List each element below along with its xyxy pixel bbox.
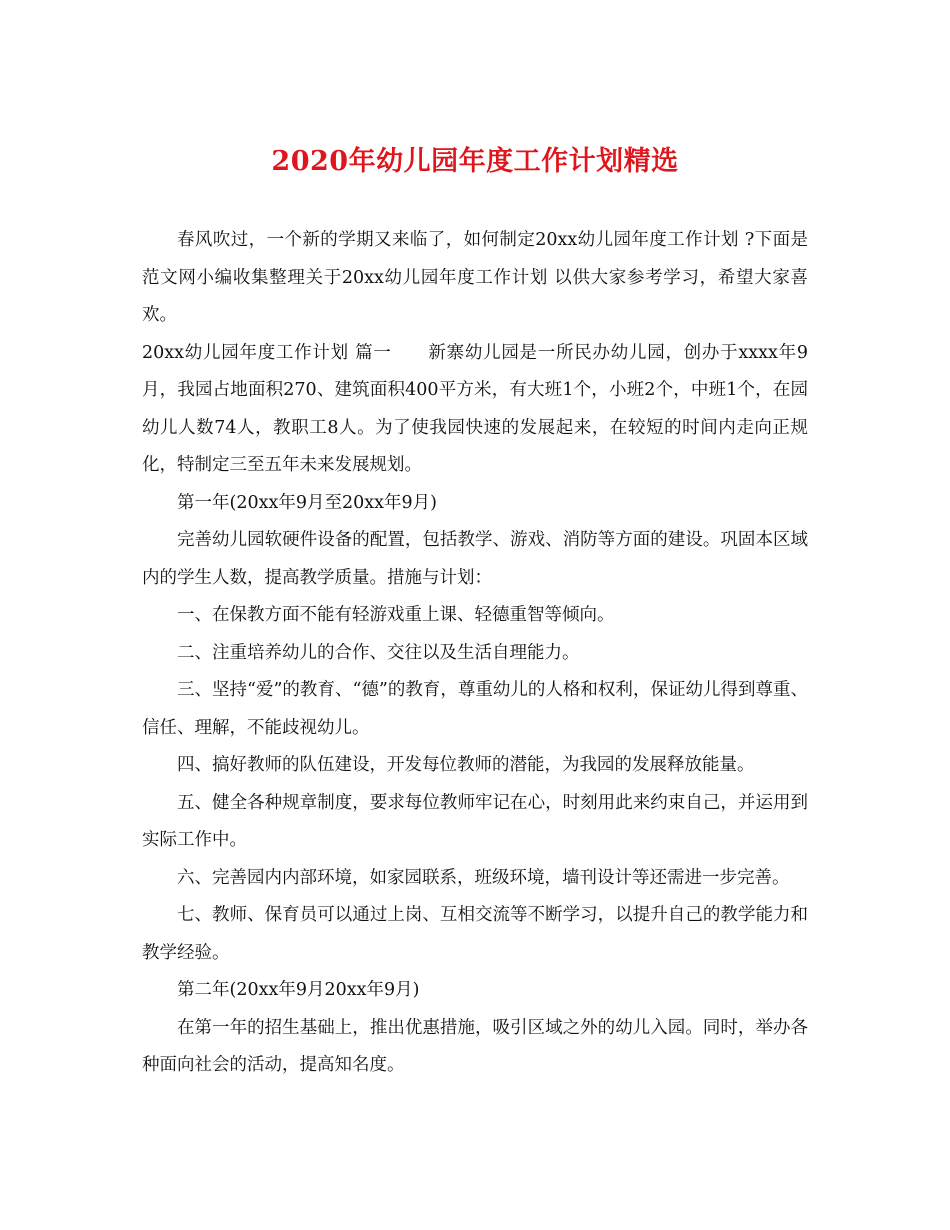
plan-item-6: 六、完善园内内部环境，如家园联系，班级环境，墙刊设计等还需进一步完善。	[177, 867, 790, 888]
plan-item-1: 一、在保教方面不能有轻游戏重上课、轻德重智等倾向。	[177, 605, 615, 625]
section1-heading: 20xx幼儿园年度工作计划 篇一	[142, 342, 392, 363]
section1-paragraph	[142, 335, 808, 485]
plan-item-3: 三、坚持“爱”的教育、“德”的教育，尊重幼儿的人格和权利，保证幼儿得到尊重、信任、理解，不能歧视幼儿。	[142, 680, 808, 738]
year2-text: 在第一年的招生基础上，推出优惠措施，吸引区域之外的幼儿入园。同时，举办各种面向社会的活动，提高知名度。	[142, 1017, 808, 1075]
year1-heading: 第一年(20xx年9月至20xx年9月)	[177, 492, 437, 513]
section1-text: 新寨幼儿园是一所民办幼儿园，创办于xxxx年9月，我园占地面积270、建筑面积400平方米，有大班1个，小班2个，中班1个，在园幼儿人数74人，教职工8人。为了使我园快速的发展起来，在较短的时间内走向正规化，特制定三至五年未来发展规划。	[142, 342, 808, 475]
plan-item-7: 七、教师、保育员可以通过上岗、互相交流等不断学习，以提升自己的教学能力和教学经验。	[142, 905, 808, 963]
document-title: 2020年幼儿园年度工作计划精选	[271, 146, 679, 177]
plan-item-2: 二、注重培养幼儿的合作、交往以及生活自理能力。	[177, 642, 580, 663]
year1-text: 完善幼儿园软硬件设备的配置，包括教学、游戏、消防等方面的建设。巩固本区域内的学生人数，提高教学质量。措施与计划：	[142, 530, 808, 588]
intro-paragraph: 春风吹过，一个新的学期又来临了，如何制定20xx幼儿园年度工作计划 ?下面是范文网小编收集整理关于20xx幼儿园年度工作计划 以供大家参考学习，希望大家喜欢。	[142, 230, 808, 325]
plan-item-5: 五、健全各种规章制度，要求每位教师牢记在心，时刻用此来约束自己，并运用到实际工作中。	[142, 792, 808, 850]
plan-item-4: 四、搞好教师的队伍建设，开发每位教师的潜能，为我园的发展释放能量。	[177, 755, 755, 775]
document-body	[142, 222, 808, 1085]
year2-heading: 第二年(20xx年9月20xx年9月)	[177, 980, 420, 1000]
